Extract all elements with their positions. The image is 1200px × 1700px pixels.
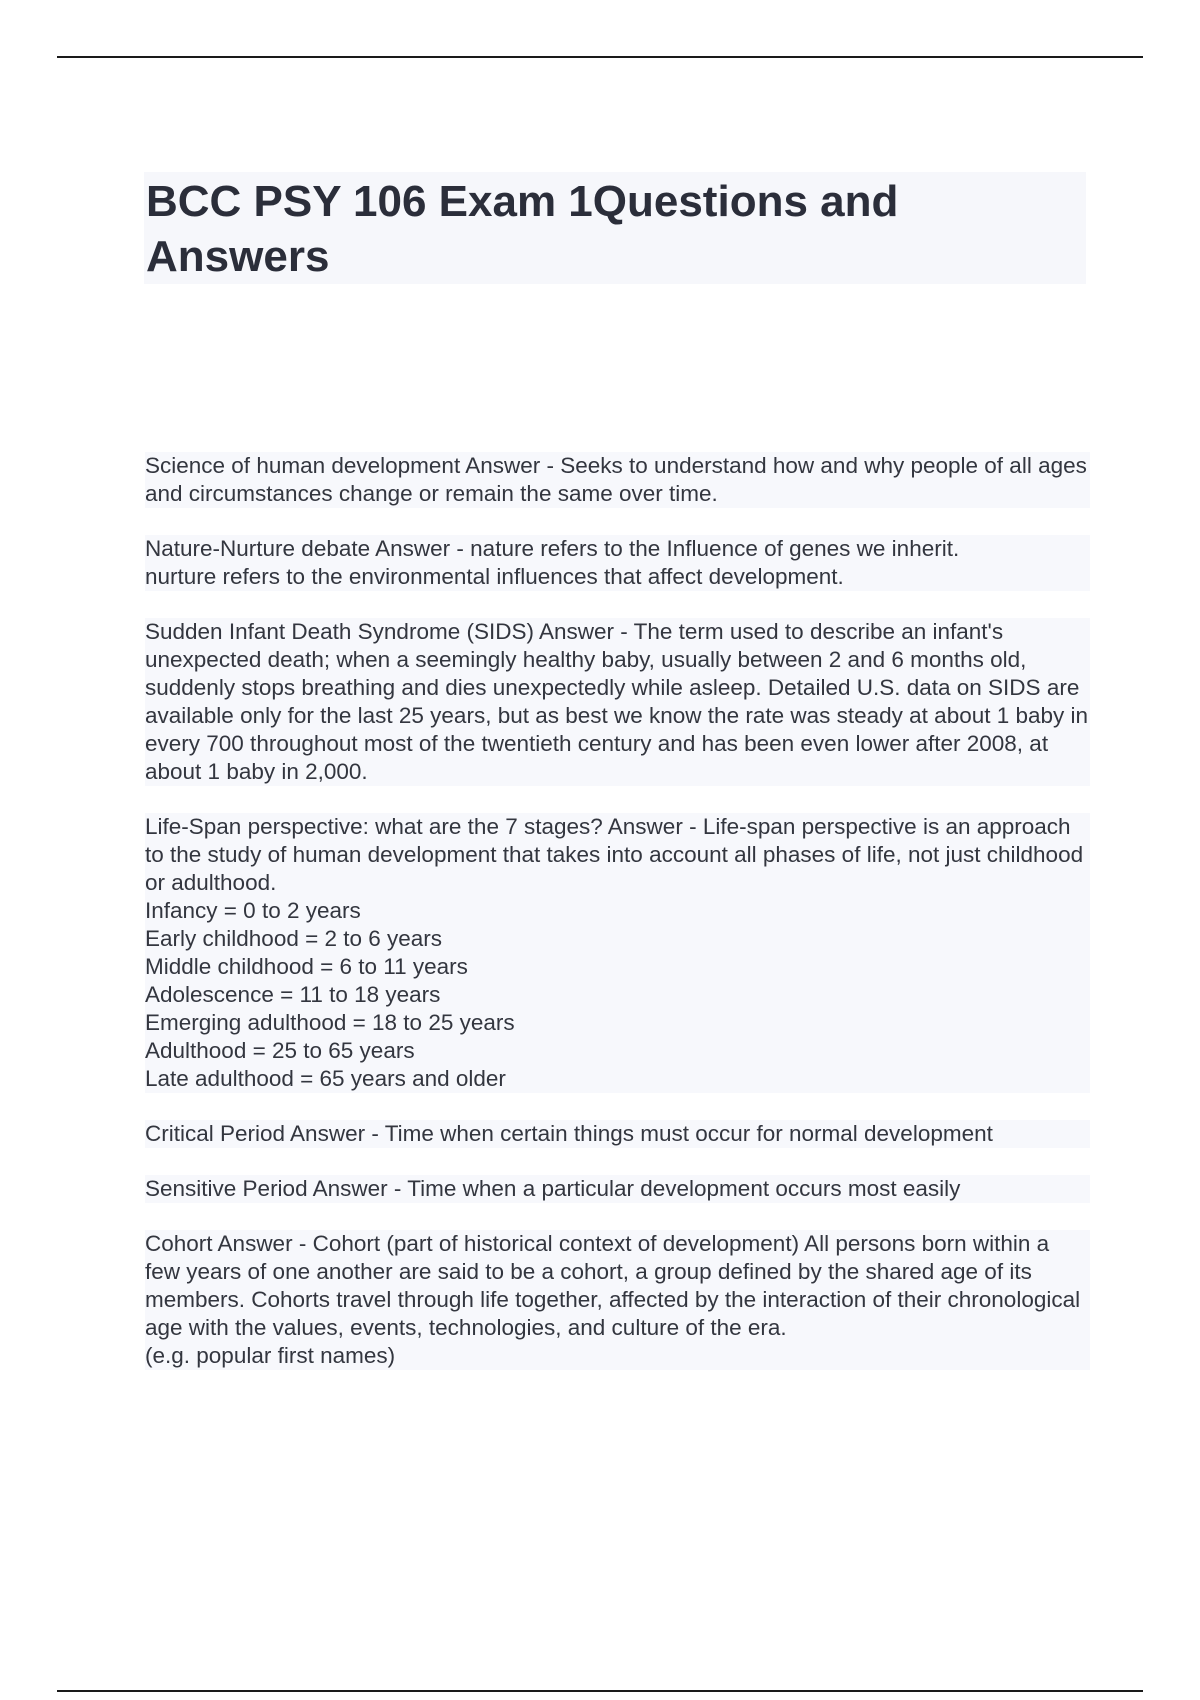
bottom-rule [57, 1690, 1143, 1692]
qa-list [145, 452, 1090, 1397]
qa-item [145, 1230, 1090, 1370]
qa-answer: nature refers to the Influence of genes we inherit. nurture refers to the environmental influences that affect development. [145, 536, 960, 589]
qa-item [145, 535, 1090, 591]
qa-item [145, 618, 1090, 786]
qa-answer: Time when a particular development occurs most easily [407, 1176, 961, 1201]
qa-term: Cohort Answer - [145, 1231, 307, 1256]
title-block [144, 172, 1086, 284]
qa-term: Sensitive Period Answer - [145, 1176, 402, 1201]
qa-term: Science of human development Answer - [145, 453, 554, 478]
qa-answer: Seeks to understand how and why people of all ages and circumstances change or remain the same over time. [145, 453, 1087, 506]
qa-item [145, 452, 1090, 508]
qa-item [145, 813, 1090, 1093]
qa-term: Life-Span perspective: what are the 7 stages? Answer - [145, 814, 697, 839]
top-rule [57, 56, 1143, 58]
page-title: BCC PSY 106 Exam 1Questions and Answers [146, 177, 899, 281]
qa-answer: Life-span perspective is an approach to the study of human development that takes into account all phases of life, not just childhood or adulthood. Infancy = 0 to 2 years Early childhood = 2 to 6 years Middle childhood = 6 to 11 years Adolescence = 11 to 18 years Emerging adulthood = 18 to 25 years Adulthood = 25 to 65 years Late adulthood = 65 years and older [145, 814, 1084, 1091]
qa-item [145, 1120, 1090, 1148]
qa-answer: The term used to describe an infant's unexpected death; when a seemingly healthy baby, usually between 2 and 6 months old, suddenly stops breathing and dies unexpectedly while asleep. Detailed U.S. data on SIDS are available only for the last 25 years, but as best we know the rate was steady at about 1 baby in every 700 throughout most of the twentieth century and has been even lower after 2008, at about 1 baby in 2,000. [145, 619, 1089, 784]
qa-answer: Cohort (part of historical context of development) All persons born within a few years of one another are said to be a cohort, a group defined by the shared age of its members. Cohorts travel through life together, affected by the interaction of their chronological age with the values, events, technologies, and culture of the era. (e.g. popular first names) [145, 1231, 1081, 1368]
qa-item [145, 1175, 1090, 1203]
qa-term: Sudden Infant Death Syndrome (SIDS) Answer - [145, 619, 628, 644]
qa-term: Critical Period Answer - [145, 1121, 379, 1146]
qa-answer: Time when certain things must occur for normal development [384, 1121, 993, 1146]
qa-term: Nature-Nurture debate Answer - [145, 536, 464, 561]
